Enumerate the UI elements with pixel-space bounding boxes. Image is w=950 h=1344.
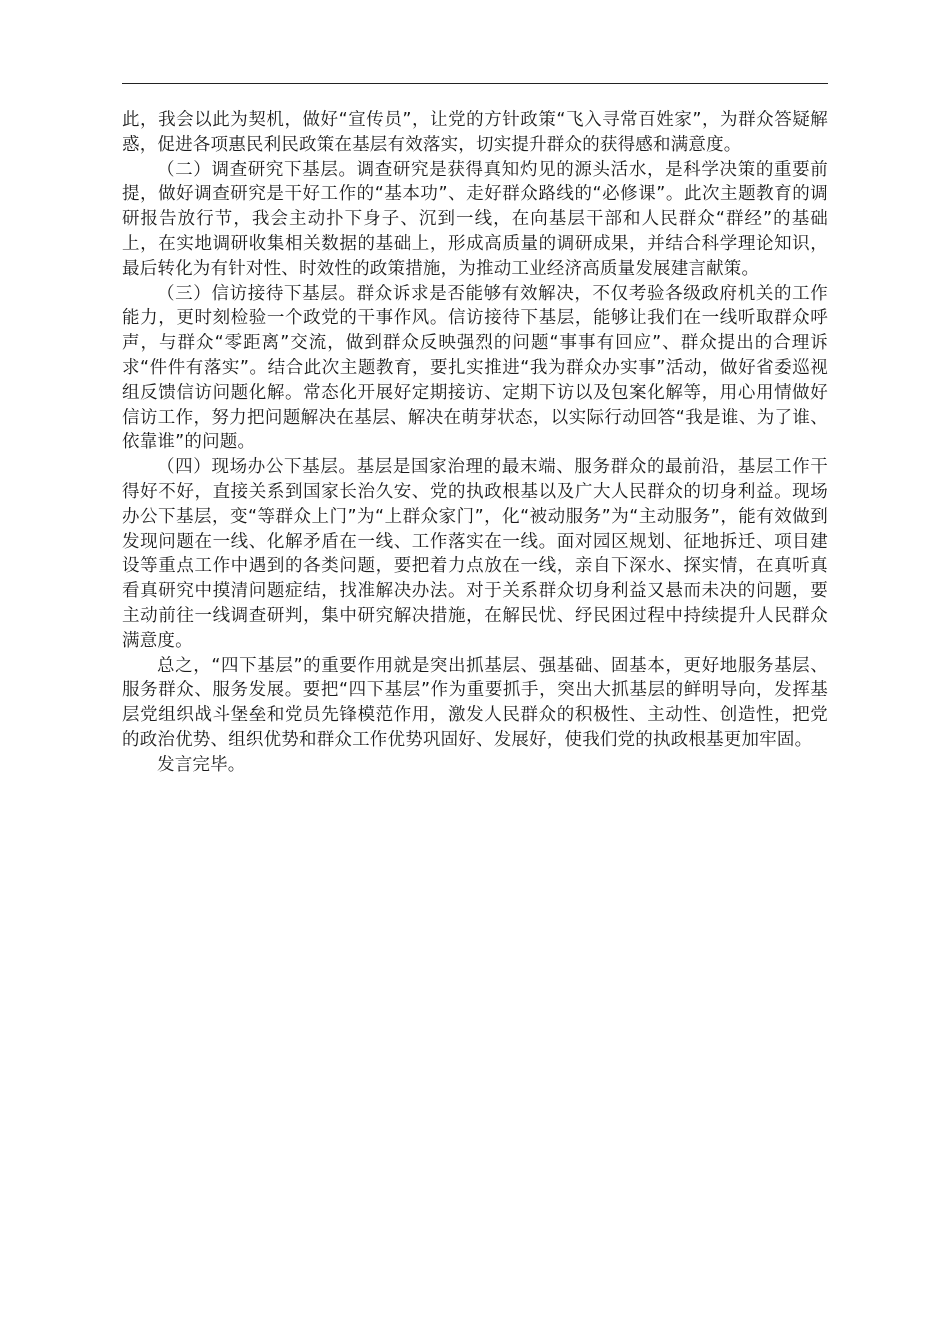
paragraph-petition: （三）信访接待下基层。群众诉求是否能够有效解决，不仅考验各级政府机关的工作能力，更时刻检验一个政党的干事作风。信访接待下基层，能够让我们在一线听取群众呼声，与群众“零距离”交流，做到群众反映强烈的问题“事事有回应”、群众提出的合理诉求“件件有落实”。结合此次主题教育，要扎实推进“我为群众办实事”活动，做好省委巡视组反馈信访问题化解。常态化开展好定期接访、定期下访以及包案化解等，用心用情做好信访工作，努力把问题解决在基层、解决在萌芽状态，以实际行动回答“我是谁、为了谁、依靠谁”的问题。 [122, 283, 828, 453]
paragraph-continuation: 此，我会以此为契机，做好“宣传员”，让党的方针政策“飞入寻常百姓家”，为群众答疑解惑，促进各项惠民利民政策在基层有效落实，切实提升群众的获得感和满意度。 [122, 110, 828, 155]
paragraph-onsite-office: （四）现场办公下基层。基层是国家治理的最末端、服务群众的最前沿，基层工作干得好不好，直接关系到国家长治久安、党的执政根基以及广大人民群众的切身利益。现场办公下基层，变“等群众上门”为“上群众家门”，化“被动服务”为“主动服务”，能有效做到发现问题在一线、化解矛盾在一线、工作落实在一线。面对园区规划、征地拆迁、项目建设等重点工作中遇到的各类问题，要把着力点放在一线，亲自下深水、探实情，在真听真看真研究中摸清问题症结，找准解决办法。对于关系群众切身利益又悬而未决的问题，要主动前往一线调查研判，集中研究解决措施，在解民忧、纾民困过程中持续提升人民群众满意度。 [122, 457, 828, 651]
paragraph-summary: 总之，“四下基层”的重要作用就是突出抓基层、强基础、固基本，更好地服务基层、服务群众、服务发展。要把“四下基层”作为重要抓手，突出大抓基层的鲜明导向，发挥基层党组织战斗堡垒和党员先锋模范作用，激发人民群众的积极性、主动性、创造性，把党的政治优势、组织优势和群众工作优势巩固好、发展好，使我们党的执政根基更加牢固。 [122, 655, 828, 750]
document-body [122, 108, 828, 778]
paragraph-research: （二）调查研究下基层。调查研究是获得真知灼见的源头活水，是科学决策的重要前提，做好调查研究是干好工作的“基本功”、走好群众路线的“必修课”。此次主题教育的调研报告放行节，我会主动扑下身子、沉到一线，在向基层干部和人民群众“群经”的基础上，在实地调研收集相关数据的基础上，形成高质量的调研成果，并结合科学理论知识，最后转化为有针对性、时效性的政策措施，为推动工业经济高质量发展建言献策。 [122, 159, 828, 279]
header-rule [122, 83, 828, 84]
paragraph-closing: 发言完毕。 [157, 754, 246, 775]
